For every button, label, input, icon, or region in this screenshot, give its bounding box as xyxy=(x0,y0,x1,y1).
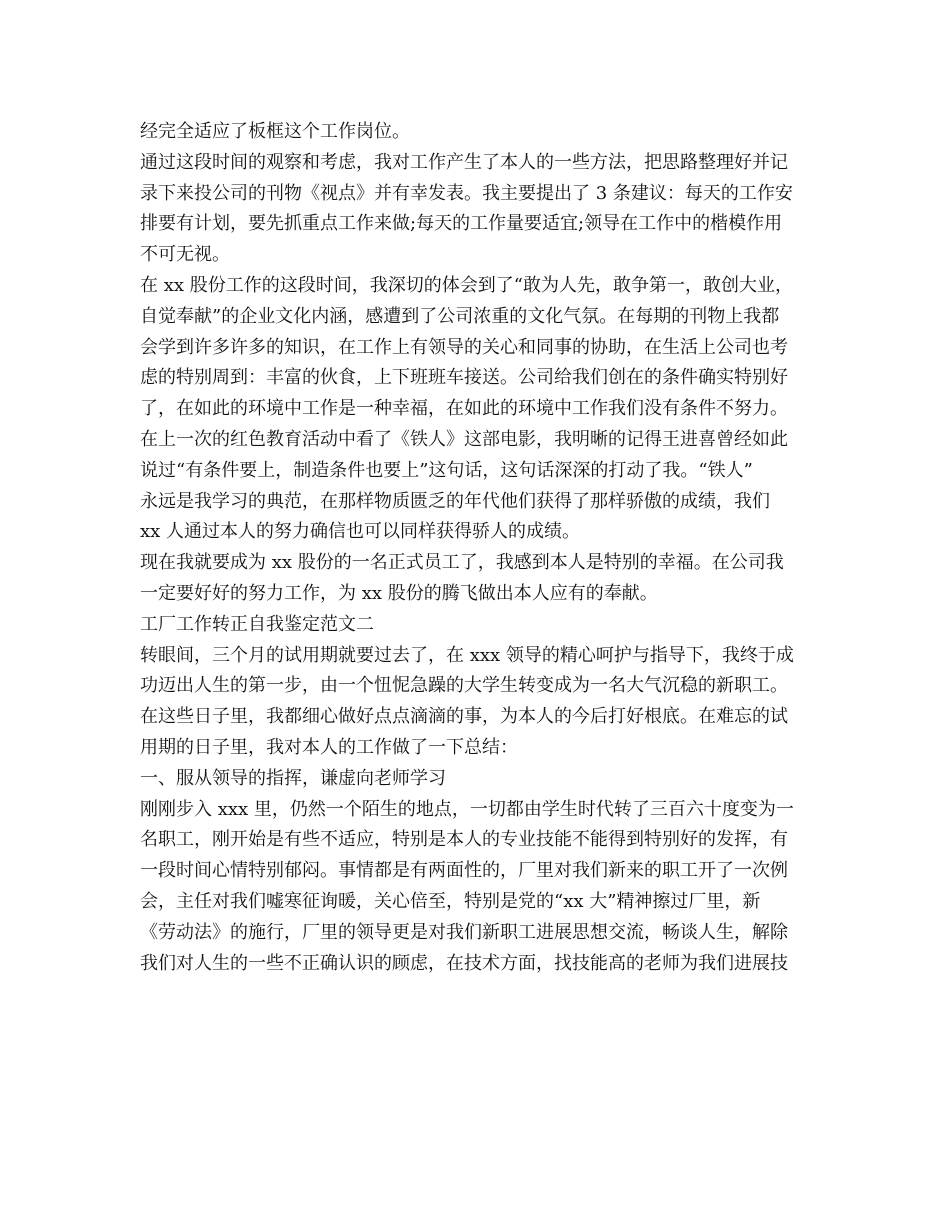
text-line: 虑的特别周到：丰富的伙食，上下班班车接送。公司给我们创在的条件确实特别好 xyxy=(140,367,788,389)
text-line: 了，在如此的环境中工作是一种幸福，在如此的环境中工作我们没有条件不努力。 xyxy=(140,398,788,420)
text-line: 在 xx 股份工作的这段时间，我深切的体会到了“敢为人先，敢争第一，敢创大业， xyxy=(140,274,793,296)
subsection-heading: 一、服从领导的指挥，谦虚向老师学习 xyxy=(140,767,446,789)
text-line: 说过“有条件要上，制造条件也要上”这句话，这句话深深的打动了我。“铁人” xyxy=(140,459,753,481)
text-line: 会，主任对我们嘘寒征询暖，关心倍至，特别是党的“xx 大”精神擦过厂里，新 xyxy=(140,890,761,912)
text-line: 会学到许多许多的知识，在工作上有领导的关心和同事的协助，在生活上公司也考 xyxy=(140,336,788,358)
text-line: 录下来投公司的刊物《视点》并有幸发表。我主要提出了 3 条建议：每天的工作安 xyxy=(140,182,793,204)
text-line: 一段时间心情特别郁闷。事情都是有两面性的，厂里对我们新来的职工开了一次例 xyxy=(140,860,788,882)
text-line: 刚刚步入 xxx 里，仍然一个陌生的地点，一切都由学生时代转了三百六十度变为一 xyxy=(140,798,794,820)
text-line: 用期的日子里，我对本人的工作做了一下总结： xyxy=(140,736,518,758)
text-line: xx 人通过本人的努力确信也可以同样获得骄人的成绩。 xyxy=(140,521,581,543)
text-line: 永远是我学习的典范，在那样物质匮乏的年代他们获得了那样骄傲的成绩，我们 xyxy=(140,490,770,512)
text-line: 经完全适应了板框这个工作岗位。 xyxy=(140,121,410,142)
text-line: 通过这段时间的观察和考虑，我对工作产生了本人的一些方法，把思路整理好并记 xyxy=(140,151,788,173)
text-line: 现在我就要成为 xx 股份的一名正式员工了，我感到本人是特别的幸福。在公司我 xyxy=(140,552,784,574)
text-line: 我们对人生的一些不正确认识的顾虑，在技术方面，找技能高的老师为我们进展技 xyxy=(140,952,788,974)
text-line: 在上一次的红色教育活动中看了《铁人》这部电影，我明晰的记得王进喜曾经如此 xyxy=(140,428,788,450)
text-line: 不可无视。 xyxy=(140,244,230,266)
text-line: 转眼间，三个月的试用期就要过去了，在 xxx 领导的精心呵护与指导下，我终于成 xyxy=(140,644,794,666)
text-line: 在这些日子里，我都细心做好点点滴滴的事，为本人的今后打好根底。在难忘的试 xyxy=(140,706,788,728)
text-line: 名职工，刚开始是有些不适应，特别是本人的专业技能不能得到特别好的发挥，有 xyxy=(140,829,788,851)
text-line: 一定要好好的努力工作，为 xx 股份的腾飞做出本人应有的奉献。 xyxy=(140,582,658,604)
text-line: 《劳动法》的施行，厂里的领导更是对我们新职工进展思想交流，畅谈人生，解除 xyxy=(140,921,788,943)
text-line: 排要有计划，要先抓重点工作来做;每天的工作量要适宜;领导在工作中的楷模作用 xyxy=(140,213,783,235)
document-body xyxy=(140,117,830,979)
text-line: 功迈出人生的第一步，由一个忸怩急躁的大学生转变成为一名大气沉稳的新职工。 xyxy=(140,675,788,697)
section-heading: 工厂工作转正自我鉴定范文二 xyxy=(140,613,374,635)
text-line: 自觉奉献”的企业文化内涵，感遭到了公司浓重的文化气氛。在每期的刊物上我都 xyxy=(140,305,780,327)
